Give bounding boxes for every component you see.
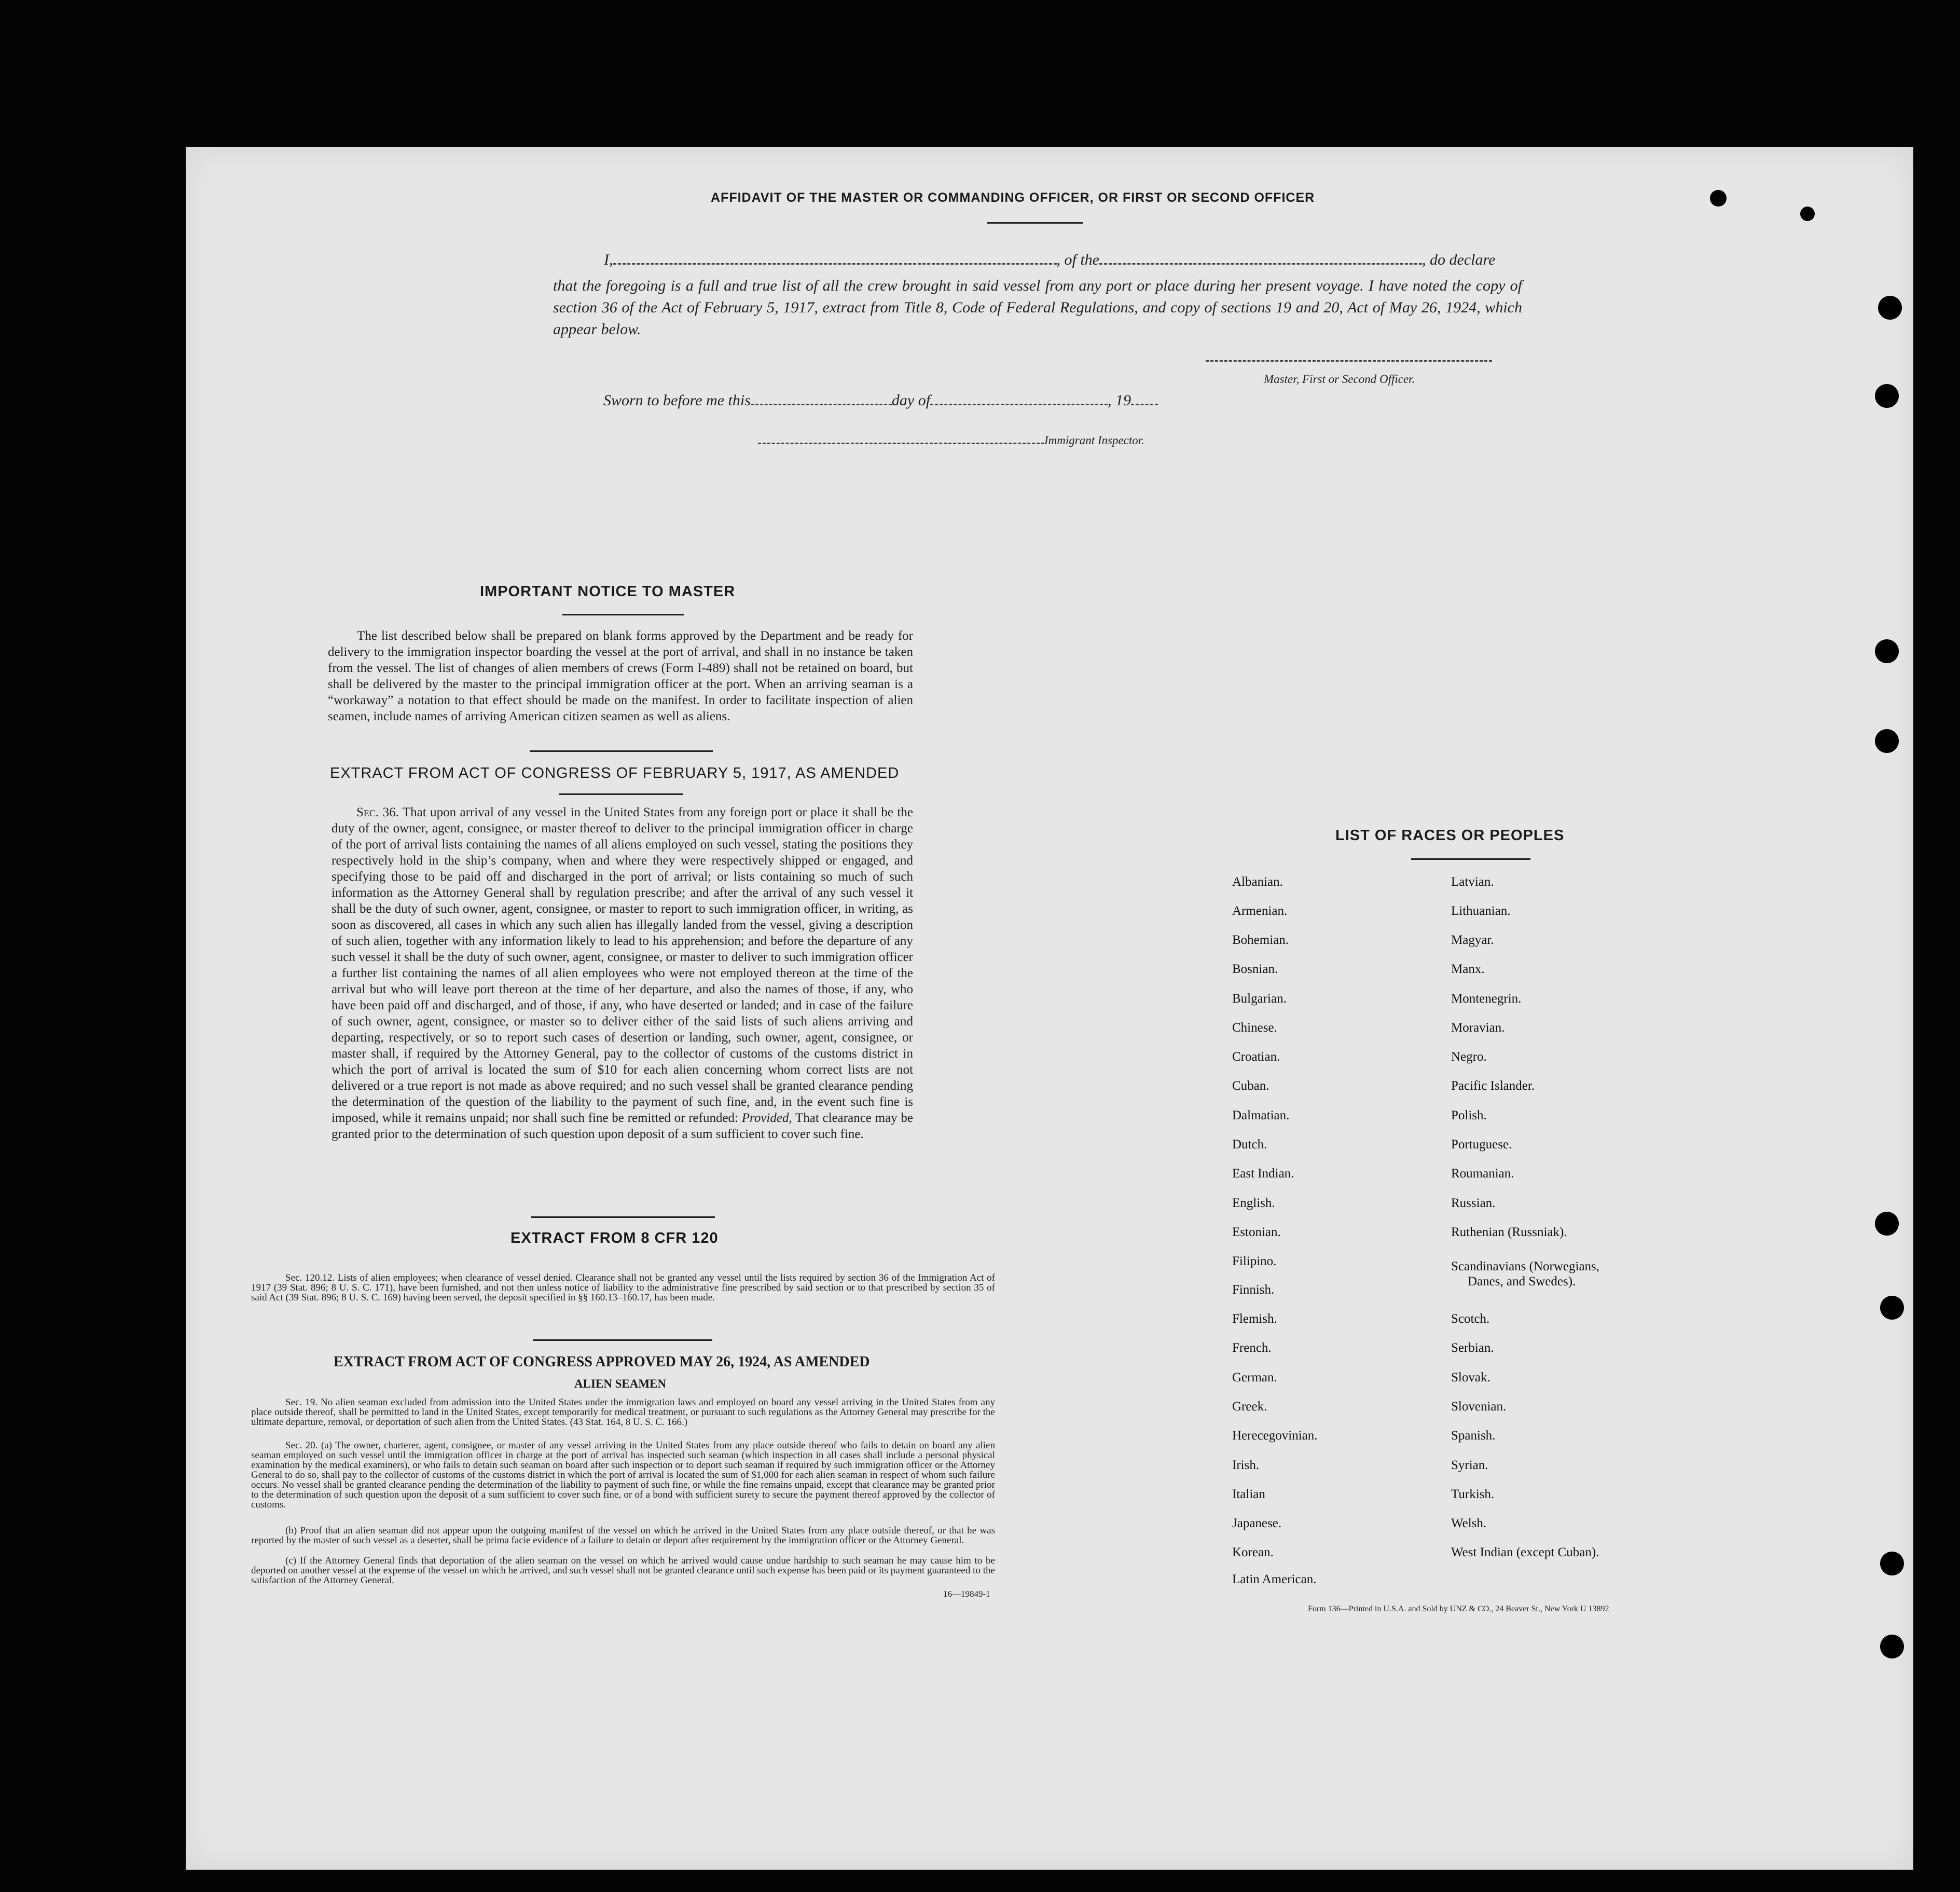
printer-footer: Form 136—Printed in U.S.A. and Sold by UNZ & CO., 24 Beaver St., New York U 13892 — [1308, 1605, 1609, 1613]
race-item: Ruthenian (Russniak). — [1451, 1225, 1567, 1239]
race-item: Pacific Islander. — [1451, 1079, 1535, 1093]
race-item: Danes, and Swedes). — [1468, 1274, 1576, 1288]
sec-36-body: That upon arrival of any vessel in the United States from any foreign port or place it shall be the duty of the owner, agent, consignee, or master thereof to deliver to the principal immigration officer in charge of the port of arrival lists containing the names of all aliens employed on such vessel, stating the positions they respectively hold in the ship’s company, when and where they were respectively shipped or engaged, and specifying those to be paid off and discharged in the port of arrival; or lists containing so much of such information as the Attorney General shall by regulation prescribe; and after the arrival of any such vessel it shall be the duty of such owner, agent, consignee, or master to report to such immigration officer, in writing, as soon as discovered, all cases in which any such alien has illegally landed from the vessel, giving a description of such alien, together with any information likely to lead to his apprehension; and before the departure of any such vessel it shall be the duty of such owner, agent, consignee, or master to deliver to such immigration officer a further list containing the names of all alien employees who were not employed thereon at the time of the arrival but who will leave port thereon at the time of her departure, and also the names of those, if any, who have been paid off and discharged, and of those, if any, who have deserted or landed; and in case of the failure of such owner, agent, consignee, or master so to deliver either of the said lists of such aliens arriving and departing, respectively, or so to report such cases of desertion or landing, such owner, agent, consignee, or master shall, if required by the Attorney General, pay to the collector of customs of the customs district in which the port of arrival is located the sum of $10 for each alien concerning whom correct lists are not delivered or a true report is not made as above required; and no such vessel shall be granted clearance pending the determination of the question of the liability to the payment of such fine, and, in the event such fine is imposed, while it remains unpaid; nor shall such fine be remitted or refunded: — [332, 805, 914, 1125]
declarant-label: I, — [604, 251, 613, 268]
sworn-label: Sworn to before me this — [603, 392, 751, 409]
race-item: Serbian. — [1451, 1341, 1494, 1355]
sec-36-label: Sec. 36. — [356, 805, 399, 819]
punch-hole — [1875, 729, 1899, 753]
race-item: Slovenian. — [1451, 1400, 1507, 1414]
vessel-label: , of the — [1056, 251, 1099, 268]
declaration-line — [604, 251, 1522, 269]
punch-hole — [1880, 1296, 1904, 1320]
race-item: Montenegrin. — [1451, 992, 1522, 1006]
title-rule — [987, 222, 1083, 224]
extract-1917-rule — [559, 793, 683, 795]
race-item: Armenian. — [1232, 904, 1288, 918]
extract-1917-title: EXTRACT FROM ACT OF CONGRESS OF FEBRUARY 5, 1917, AS AMENDED — [330, 765, 900, 782]
inspector-label: Immigrant Inspector. — [1044, 434, 1144, 447]
sec-36-end-rule — [531, 1216, 715, 1218]
race-item: Italian — [1232, 1487, 1265, 1501]
race-item: Magyar. — [1451, 933, 1494, 947]
sec-36-proviso: That clearance may be granted prior to the determination of such question upon deposit of a sum sufficient to cover such fine. — [332, 1111, 913, 1141]
cfr-text: Sec. 120.12. Lists of alien employees; when clearance of vessel denied. Clearance shall not be granted any vessel until the lists required by section 36 of the Immigration Act of 1917 (39 Stat. 896; 8 U. S. C. 171), have been furnished, and not then unless notice of liability to the administrative fine prescribed by said section or to that prescribed by section 35 of said Act (39 Stat. 896; 8 U. S. C. 169) having been served, the deposit specified in §§ 160.13–160.17, has been made. — [251, 1272, 995, 1303]
race-item: Flemish. — [1232, 1312, 1277, 1326]
race-item: West Indian (except Cuban). — [1451, 1545, 1599, 1559]
sec-19-text: Sec. 19. No alien seaman excluded from admission into the United States under the immigration laws and employed on board any vessel arriving in the United States from any place outside thereof, shall be permitted to land in the United States, except temporarily for medical treatment, or pursuant to such regulations as the Attorney General may prescribe for the ultimate departure, removal, or deportation of such alien from the United States. (43 Stat. 164, 8 U. S. C. 166.) — [251, 1397, 995, 1428]
race-item: Filipino. — [1232, 1254, 1277, 1268]
day-of-label: day of — [891, 392, 931, 409]
notice-rule — [562, 614, 684, 615]
sec-20b-text: (b) Proof that an alien seaman did not appear upon the outgoing manifest of the vessel on which he arrived in the United States from any place outside thereof, or that he was reported by the master of such vessel as a deserter, shall be prima facie evidence of a failure to detain or deport after requirement by the immigration officer or the Attorney General. — [251, 1525, 995, 1546]
year-label: , 19 — [1108, 392, 1131, 409]
master-label: Master, First or Second Officer. — [1264, 373, 1415, 386]
sec-20c-text: (c) If the Attorney General finds that deportation of the alien seaman on the vessel on which he arrived would cause undue hardship to such seaman he may cause him to be deported on another vessel at the expense of the vessel on which he arrived, and such vessel shall not be granted clearance until such expense has been paid or its payment guaranteed to the satisfaction of the Attorney General. — [251, 1555, 995, 1586]
race-item: Scandinavians (Norwegians, — [1451, 1259, 1600, 1273]
race-item: Turkish. — [1451, 1487, 1495, 1501]
sec-20a-text: Sec. 20. (a) The owner, charterer, agent, consignee, or master of any vessel arriving in the United States from any place outside thereof who fails to detain on board any alien seaman employed on such vessel until the immigration officer in charge at the port of arrival has inspected such seaman (which inspection in all cases shall include a personal physical examination by the medical examiners), or who fails to detain such seaman on board after such inspection or to deport such seaman if required by such immigration officer or the Attorney General to do so, shall pay to the collector of customs of the customs district in which the port of arrival is located the sum of $1,000 for each alien seaman in respect of whom such failure occurs. No vessel shall be granted clearance pending the determination of the liability to payment of such fine, or while the fine remains unpaid, except that clearance may be granted prior to the determination of such question upon the deposit of a sum sufficient to cover such fine, or of a bond with sufficient surety to secure the payment thereof approved by the collector of customs. — [251, 1440, 995, 1510]
sworn-line — [603, 392, 1158, 409]
affidavit-title: AFFIDAVIT OF THE MASTER OR COMMANDING OFFICER, OR FIRST OR SECOND OFFICER — [711, 190, 1315, 205]
notice-title: IMPORTANT NOTICE TO MASTER — [480, 583, 736, 600]
race-item: French. — [1232, 1341, 1272, 1355]
races-rule — [1411, 858, 1530, 860]
punch-hole — [1880, 1552, 1904, 1575]
race-item: Albanian. — [1232, 875, 1283, 889]
race-item: Roumanian. — [1451, 1167, 1514, 1181]
cfr-end-rule — [533, 1339, 712, 1341]
race-item: Scotch. — [1451, 1312, 1490, 1326]
race-item: Lithuanian. — [1451, 904, 1511, 918]
punch-hole — [1875, 384, 1899, 408]
race-item: Herecegovinian. — [1232, 1429, 1318, 1443]
alien-seamen-subtitle: ALIEN SEAMEN — [574, 1377, 667, 1390]
cfr-title: EXTRACT FROM 8 CFR 120 — [510, 1230, 719, 1246]
punch-hole — [1800, 207, 1815, 221]
race-item: English. — [1232, 1196, 1275, 1210]
inspector-line — [758, 434, 1144, 447]
race-item: East Indian. — [1232, 1167, 1294, 1181]
sworn-month-field[interactable] — [930, 404, 1108, 405]
race-item: Greek. — [1232, 1400, 1267, 1414]
race-item: Negro. — [1451, 1050, 1487, 1064]
sworn-day-field[interactable] — [751, 404, 892, 405]
declaration-text: that the foregoing is a full and true list of all the crew brought in said vessel from any port or place during her present voyage. I have noted the copy of section 36 of the Act of February 5, 1917, extract from Title 8, Code of Federal Regulations, and copy of sections 19 and 20, Act of May 26, 1924, which appear below. — [553, 277, 1522, 338]
race-item: Bosnian. — [1232, 962, 1278, 976]
punch-hole — [1878, 296, 1902, 320]
punch-hole — [1875, 639, 1899, 663]
declare-label: , do declare — [1422, 251, 1496, 268]
sworn-year-field[interactable] — [1131, 404, 1158, 405]
inspector-signature-field[interactable] — [758, 443, 1044, 444]
race-item: Finnish. — [1232, 1283, 1275, 1297]
race-item: Bulgarian. — [1232, 992, 1287, 1006]
master-signature-field[interactable] — [1206, 360, 1492, 362]
race-item: Estonian. — [1232, 1225, 1281, 1239]
race-item: Welsh. — [1451, 1516, 1487, 1530]
race-item: Bohemian. — [1232, 933, 1289, 947]
race-item: Manx. — [1451, 962, 1485, 976]
race-item: Latin American. — [1232, 1572, 1317, 1586]
notice-text: The list described below shall be prepared on blank forms approved by the Department and be ready for delivery to the immigration inspector boarding the vessel at the port of arrival, and shall in no instance be taken from the vessel. The list of changes of alien members of crews (Form I-489) shall not be retained on board, but shall be delivered by the master to the principal immigration officer at the port. When an arriving seaman is a “workaway” a notation to that effect should be made on the manifest. In order to facilitate inspection of alien seamen, include names of arriving American citizen seamen as well as aliens. — [328, 629, 913, 723]
race-item: Portuguese. — [1451, 1137, 1512, 1151]
race-item: Polish. — [1451, 1108, 1487, 1122]
races-title: LIST OF RACES OR PEOPLES — [1335, 827, 1565, 844]
race-item: Syrian. — [1451, 1458, 1488, 1472]
vessel-name-field[interactable] — [1099, 263, 1422, 265]
sec-36-text — [332, 804, 913, 1142]
race-item: Spanish. — [1451, 1429, 1496, 1443]
declarant-name-field[interactable] — [613, 263, 1057, 265]
provided-word: Provided, — [741, 1111, 792, 1125]
race-item: Slovak. — [1451, 1370, 1490, 1384]
race-item: Croatian. — [1232, 1050, 1280, 1064]
race-item: German. — [1232, 1370, 1277, 1384]
race-item: Cuban. — [1232, 1079, 1269, 1093]
race-item: Irish. — [1232, 1458, 1260, 1472]
notice-end-rule — [530, 750, 713, 752]
race-item: Russian. — [1451, 1196, 1496, 1210]
punch-hole — [1875, 1212, 1899, 1236]
race-item: Moravian. — [1451, 1021, 1505, 1035]
form-code: 16—19849-1 — [943, 1589, 990, 1599]
race-item: Japanese. — [1232, 1516, 1282, 1530]
punch-hole — [1710, 190, 1727, 207]
race-item: Dalmatian. — [1232, 1108, 1290, 1122]
race-item: Latvian. — [1451, 875, 1494, 889]
race-item: Korean. — [1232, 1545, 1274, 1559]
punch-hole — [1880, 1635, 1904, 1658]
extract-1924-title: EXTRACT FROM ACT OF CONGRESS APPROVED MAY 26, 1924, AS AMENDED — [334, 1354, 870, 1370]
race-item: Chinese. — [1232, 1021, 1277, 1035]
race-item: Dutch. — [1232, 1137, 1267, 1151]
